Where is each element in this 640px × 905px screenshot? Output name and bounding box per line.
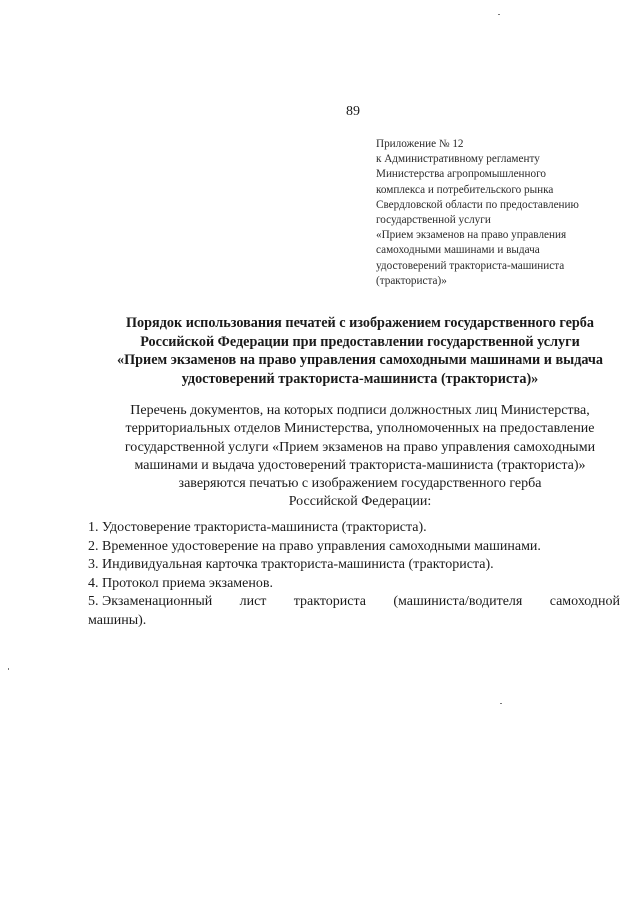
title-line: Порядок использования печатей с изображением государственного герба (126, 315, 594, 331)
list-item: 1. Удостоверение тракториста-машиниста (тракториста). (88, 520, 427, 535)
list-item-5 (88, 593, 620, 612)
list-item-5-word: тракториста (293, 594, 367, 610)
list-item-5-word: 5. Экзаменационный (88, 594, 213, 610)
scan-speck (8, 668, 9, 670)
annex-line: самоходными машинами и выдача (376, 244, 540, 257)
list-item: 3. Индивидуальная карточка тракториста-машиниста (тракториста). (88, 557, 494, 573)
annex-line: государственной услуги (376, 214, 491, 227)
annex-line: Министерства агропромышленного (376, 168, 547, 181)
scan-speck (500, 703, 502, 704)
list-item: 2. Временное удостоверение на право управления самоходными машинами. (88, 538, 541, 554)
annex-line: к Административному регламенту (376, 153, 540, 166)
annex-line: Свердловской области по предоставлению (376, 198, 579, 211)
annex-line: комплекса и потребительского рынка (376, 183, 554, 196)
annex-line: Приложение № 12 (376, 138, 464, 150)
list-item: 4. Протокол приема экзаменов. (88, 575, 273, 591)
annex-line: «Прием экзаменов на право управления (376, 229, 567, 242)
list-item-5-continuation: машины). (88, 612, 147, 628)
list-item-5-word: (машиниста/водителя (393, 594, 523, 610)
list-item-5-word: лист (239, 594, 267, 610)
intro-line: заверяются печатью с изображением государственного герба (178, 476, 542, 492)
intro-line: Российской Федерации: (288, 494, 432, 510)
annex-reference (376, 137, 626, 289)
title-line: Российской Федерации при предоставлении государственной услуги (140, 333, 580, 350)
intro-paragraph (80, 402, 640, 512)
document-list (88, 519, 620, 631)
scan-speck (498, 14, 500, 15)
annex-line: (тракториста)» (376, 274, 447, 287)
annex-line: удостоверений тракториста-машиниста (376, 259, 565, 272)
document-title (80, 314, 640, 388)
intro-line: машинами и выдача удостоверений тракториста-машиниста (тракториста)» (134, 457, 586, 473)
intro-line: Перечень документов, на которых подписи должностных лиц Министерства, (130, 403, 590, 418)
intro-line: государственной услуги «Прием экзаменов на право управления самоходными (124, 439, 596, 455)
title-line: «Прием экзаменов на право управления самоходными машинами и выдача (117, 352, 603, 368)
list-item-5-word: самоходной (549, 594, 620, 610)
intro-line: территориальных отделов Министерства, уполномоченных на предоставление (125, 421, 595, 437)
title-line: удостоверений тракториста-машиниста (тракториста)» (181, 370, 539, 387)
page-number: 89 (346, 104, 360, 119)
